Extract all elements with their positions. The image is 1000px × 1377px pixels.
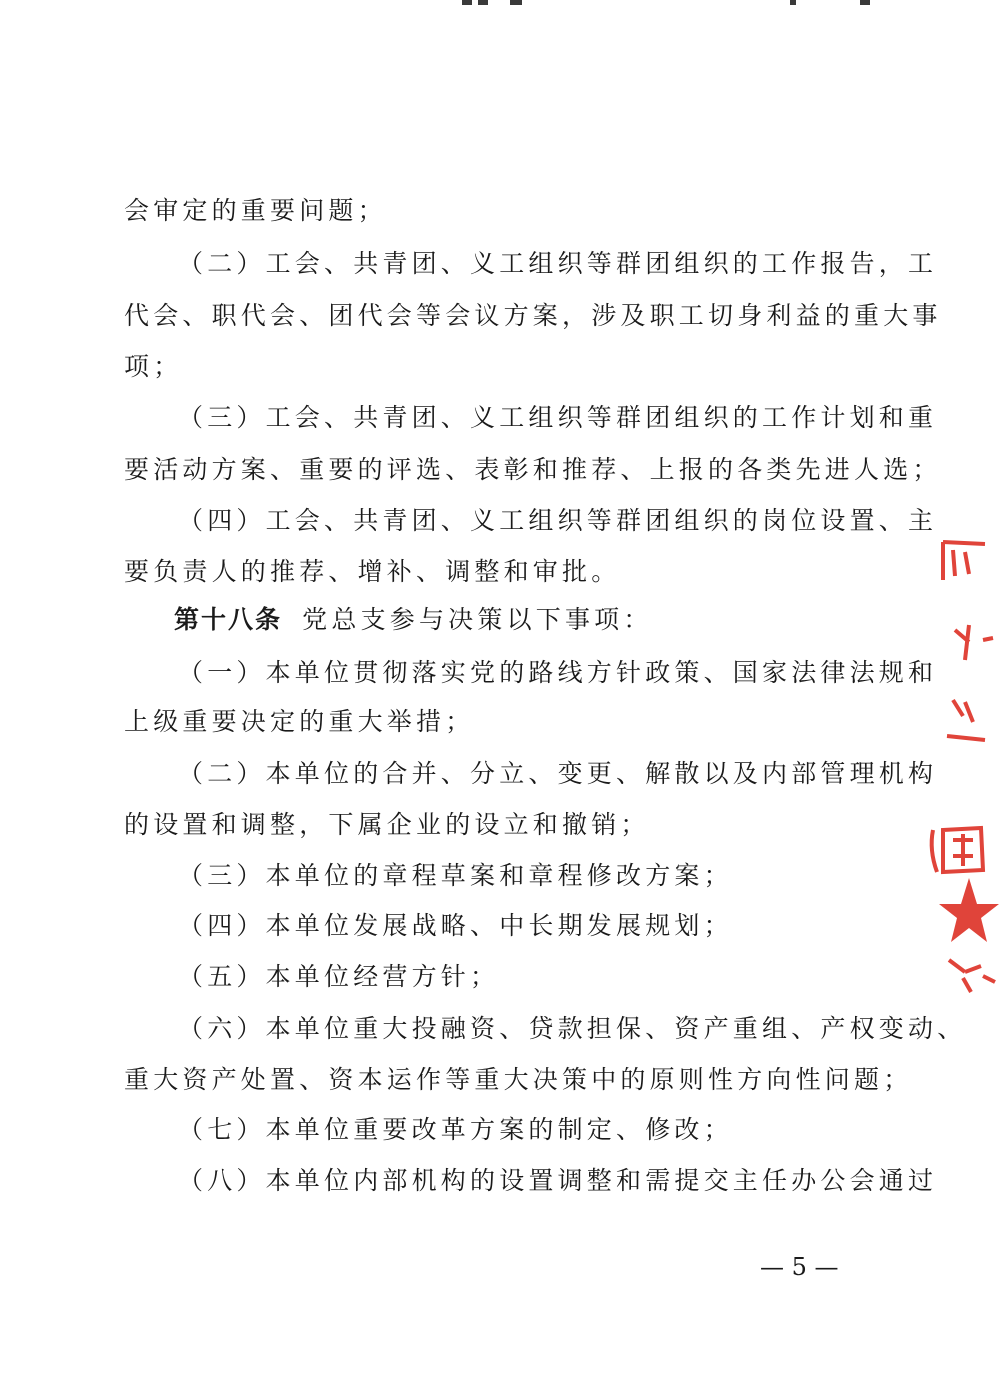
text-line: （七）本单位重要改革方案的制定、修改； [178, 1115, 733, 1144]
text-line: 项； [124, 352, 183, 381]
article-text: 党总支参与决策以下事项： [302, 605, 653, 634]
seal-stamp-lower [925, 800, 1000, 1010]
text-line: （五）本单位经营方针； [178, 962, 500, 991]
text-line: （四）工会、共青团、义工组织等群团组织的岗位设置、主 [178, 506, 938, 535]
star-icon [939, 878, 999, 942]
scan-edge-marks [0, 0, 1000, 12]
text-line: （六）本单位重大投融资、贷款担保、资产重组、产权变动、 [178, 1014, 967, 1043]
text-line: （八）本单位内部机构的设置调整和需提交主任办公会通过 [178, 1166, 938, 1195]
text-line: （三）工会、共青团、义工组织等群团组织的工作计划和重 [178, 403, 938, 432]
text-line: 上级重要决定的重大举措； [124, 707, 475, 736]
seal-stamp-upper-marks [943, 542, 993, 740]
text-line: 代会、职代会、团代会等会议方案，涉及职工切身利益的重大事 [124, 301, 942, 330]
page-number: — 5 — [760, 1253, 839, 1281]
text-line: （三）本单位的章程草案和章程修改方案； [178, 861, 733, 890]
text-line: 会审定的重要问题； [124, 196, 387, 225]
text-line: 重大资产处置、资本运作等重大决策中的原则性方向性问题； [124, 1065, 913, 1094]
seal-stamp-upper [925, 530, 1000, 750]
text-line: （四）本单位发展战略、中长期发展规划； [178, 911, 733, 940]
article-heading: 第十八条 [174, 605, 283, 634]
text-line: 的设置和调整，下属企业的设立和撤销； [124, 810, 650, 839]
text-line: （一）本单位贯彻落实党的路线方针政策、国家法律法规和 [178, 658, 938, 687]
text-line: （二）工会、共青团、义工组织等群团组织的工作报告，工 [178, 249, 938, 278]
text-line: 要负责人的推荐、增补、调整和审批。 [124, 557, 621, 586]
article-line [174, 604, 653, 636]
text-line: （二）本单位的合并、分立、变更、解散以及内部管理机构 [178, 759, 938, 788]
text-line: 要活动方案、重要的评选、表彰和推荐、上报的各类先进人选； [124, 455, 942, 484]
